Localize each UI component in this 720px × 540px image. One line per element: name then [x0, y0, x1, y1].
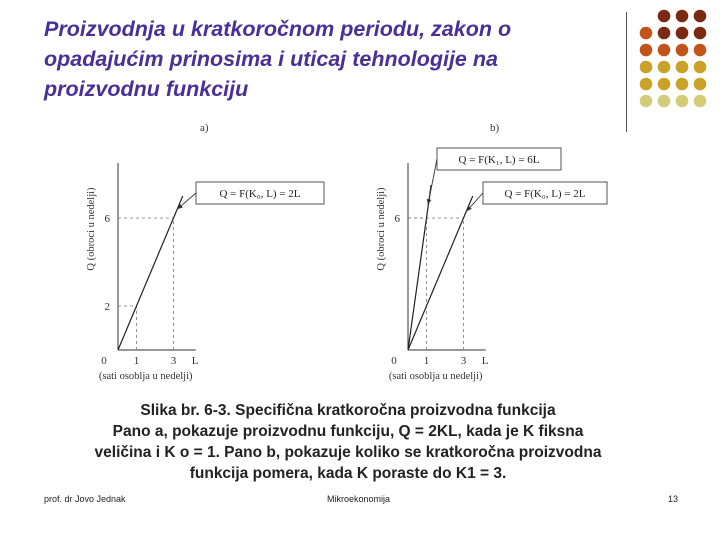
production-function-line-1: [408, 185, 431, 350]
caption-line-1: Slika br. 6-3. Specifična kratkoročna proizvodna funkcija: [140, 402, 556, 419]
x-tick-label: 1: [133, 355, 140, 367]
equation-label: Q = F(K₀, L) = 2L: [504, 188, 586, 200]
panel-label: a): [200, 122, 209, 134]
title-line-1: Proizvodnja u kratkoročnom periodu, zakon o: [44, 17, 512, 41]
x-tick-label: 3: [170, 355, 177, 367]
title-line-2: opadajućim prinosima i uticaj tehnologije na: [44, 47, 498, 71]
y-axis-label: Q (obroci u nedelji): [86, 187, 97, 271]
x-axis-sublabel: (sati osoblja u nedelji): [98, 371, 193, 382]
x-axis-sublabel: (sati osoblja u nedelji): [388, 371, 483, 382]
figure-caption: [40, 400, 656, 484]
chart-panel-b: [376, 122, 607, 382]
caption-line-2: Pano a, pokazuje proizvodnu funkciju, Q = 2KL, kada je K fiksna: [112, 423, 584, 440]
y-tick-label: 6: [394, 213, 400, 225]
y-tick-label: 2: [104, 301, 110, 313]
y-axis-label: Q (obroci u nedelji): [376, 187, 387, 271]
production-function-line-2: [408, 196, 473, 350]
production-function-line-1: [118, 196, 183, 350]
footer-page-number: 13: [668, 494, 679, 504]
y-tick-label: 6: [104, 213, 110, 225]
title-line-3: proizvodnu funkciju: [44, 77, 249, 101]
equation-label: Q = F(K₁, L) = 6L: [458, 154, 540, 166]
footer-author: prof. dr Jovo Jednak: [44, 494, 126, 504]
x-axis-label: L: [191, 355, 199, 367]
panel-label: b): [490, 122, 500, 134]
x-tick-label: 0: [101, 355, 107, 367]
footer-subject: Mikroekonomija: [327, 494, 391, 504]
caption-line-3: veličina i K o = 1. Pano b, pokazuje koliko se kratkoročna proizvodna: [94, 444, 602, 461]
caption-line-4: funkcija pomera, kada K poraste do K1 = 3.: [189, 465, 507, 482]
x-axis-label: L: [481, 355, 489, 367]
chart-panel-a: [86, 122, 324, 382]
equation-label: Q = F(K₀, L) = 2L: [219, 188, 301, 200]
x-tick-label: 3: [460, 355, 467, 367]
callout-arrow: [428, 159, 437, 205]
x-tick-label: 0: [391, 355, 397, 367]
x-tick-label: 1: [423, 355, 430, 367]
